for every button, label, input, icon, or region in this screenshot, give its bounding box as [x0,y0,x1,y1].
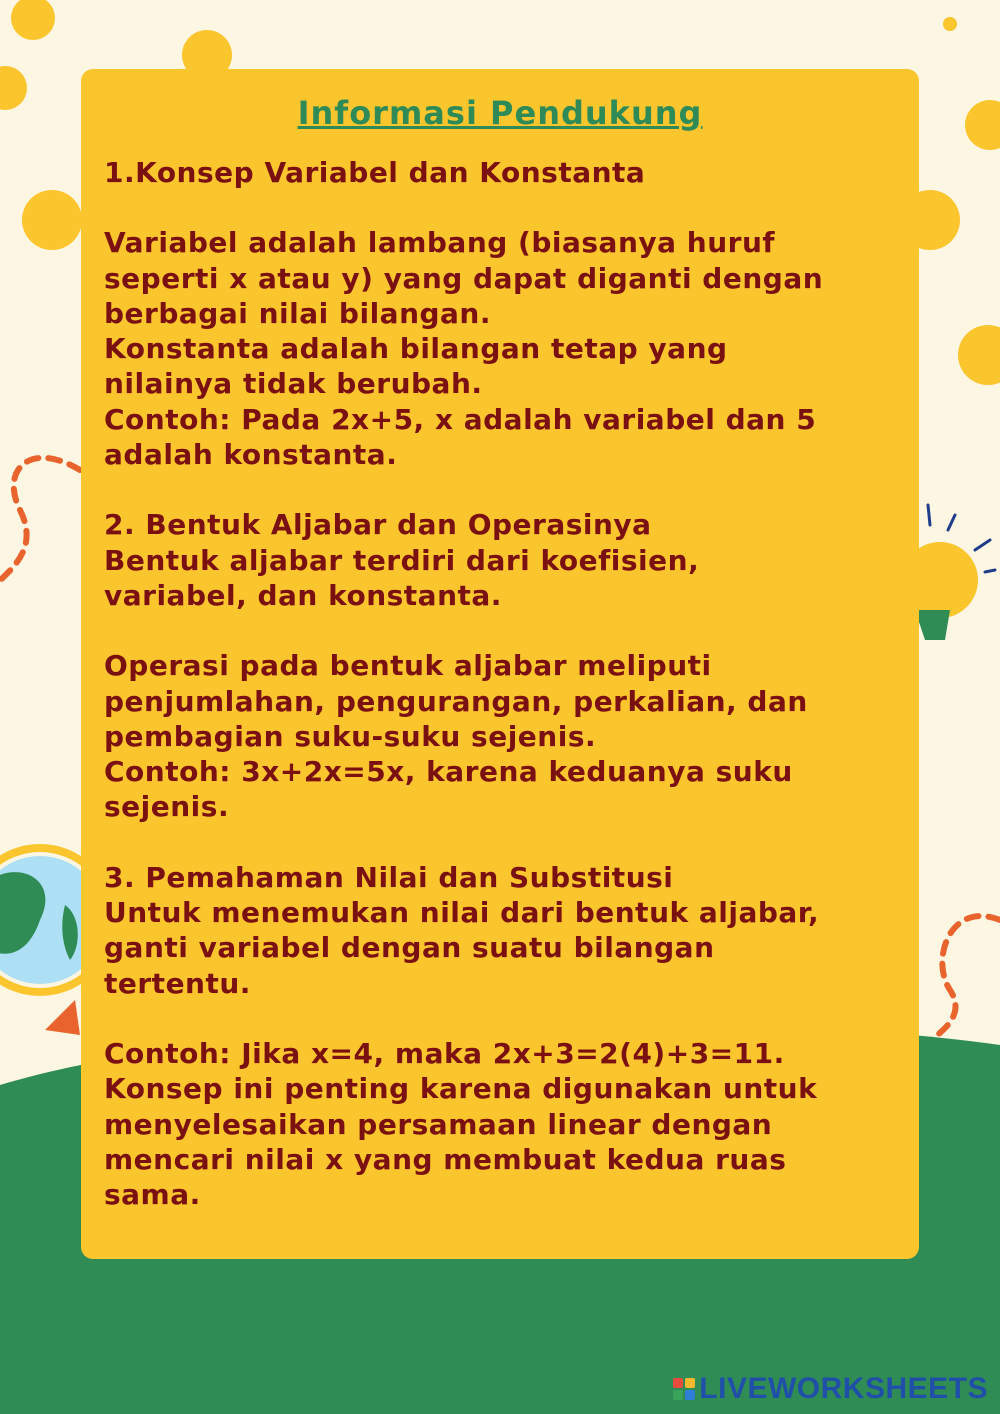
section-1-heading: 1.Konsep Variabel dan Konstanta [104,156,646,189]
spacer [104,1001,904,1036]
text-line: Contoh: Jika x=4, maka 2x+3=2(4)+3=11. [104,1036,785,1070]
text-line: variabel, dan konstanta. [104,578,502,612]
spacer [104,190,904,225]
text-line: nilainya tidak berubah. [104,367,483,401]
text-line: Untuk menemukan nilai dari bentuk aljabar, [104,896,820,930]
section-3-heading: 3. Pemahaman Nilai dan Substitusi [104,860,674,894]
text-line: seperti x atau y) yang dapat diganti dengan [104,261,824,295]
text-line: sama. [104,1178,201,1212]
liveworksheets-icon [673,1378,695,1400]
spacer [104,825,904,860]
brand-name: LIVEWORKSHEETS [699,1372,988,1405]
spacer [104,472,904,507]
dashed-line-right [915,916,1000,1050]
text-line: tertentu. [104,966,251,1000]
text-line: penjumlahan, pengurangan, perkalian, dan [104,684,808,718]
section-2-heading: 2. Bentuk Aljabar dan Operasinya [104,508,652,542]
text-line: sejenis. [104,790,230,824]
text-line: Variabel adalah lambang (biasanya huruf [104,226,776,260]
text-line: Konsep ini penting karena digunakan untuk [104,1072,818,1106]
text-line: Operasi pada bentuk aljabar meliputi [104,649,712,683]
text-line: ganti variabel dengan suatu bilangan [104,931,715,965]
text-line: menyelesaikan persamaan linear dengan [104,1107,773,1141]
text-line: Konstanta adalah bilangan tetap yang [104,332,728,366]
text-line: Contoh: 3x+2x=5x, karena keduanya suku [104,755,793,789]
content-body [104,155,904,1212]
dashed-line-left [0,458,80,590]
spacer [104,613,904,648]
text-line: berbagai nilai bilangan. [104,296,492,330]
text-line: pembagian suku-suku sejenis. [104,719,597,753]
page-title: Informasi Pendukung [297,94,703,132]
text-line: Bentuk aljabar terdiri dari koefisien, [104,543,700,577]
text-line: adalah konstanta. [104,438,398,472]
text-line: mencari nilai x yang membuat kedua ruas [104,1142,787,1176]
brand-logo[interactable] [673,1372,988,1406]
text-line: Contoh: Pada 2x+5, x adalah variabel dan 5 [104,402,817,436]
